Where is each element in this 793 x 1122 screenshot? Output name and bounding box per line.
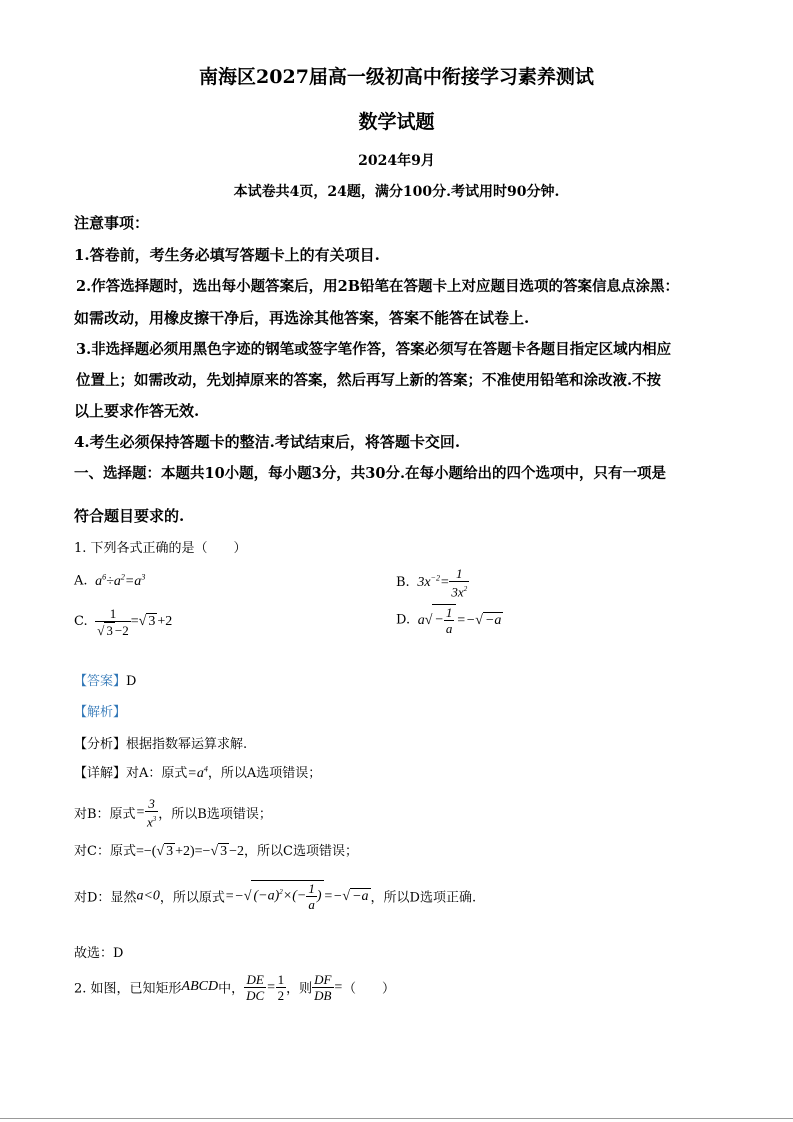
page-bottom-rule (0, 1118, 793, 1119)
q1-detail-c-formula: =−(√ 3 +2)=−√ 3 −2 (135, 844, 245, 859)
q1-detail-d-post: ，所以D选项正确. (370, 890, 477, 906)
q1-option-b (396, 566, 469, 599)
notes-heading: 注意事项： (74, 214, 150, 232)
q1-detail-d-pre: 对D：显然 (74, 890, 137, 906)
note-item-3-line-1: 3.非选择题必须用黑色字迹的钢笔或签字笔作答，答案必须写在答题卡各题目指定区域内相应 (76, 341, 672, 358)
q1-detail-b (74, 796, 272, 829)
q1-detail-a-pre: 对A：原式 (126, 766, 188, 781)
note-item-2-line-1: 2.作答选择题时，选出每小题答案后，用2B铅笔在答题卡上对应题目选项的答案信息点涂黑： (76, 278, 679, 295)
q1-option-d (396, 604, 503, 636)
q1-detail-d-formula: =−√ $(-a)^2\times(-$ $\frac{1}{a}$ ) =−√ −a (224, 881, 369, 912)
q1-detail-a-formula: $=a^4$ (187, 764, 208, 781)
q1-detail-b-post: ，所以B选项错误； (158, 806, 272, 822)
q1-answer-tag: 【答案】 (74, 674, 127, 689)
q1-option-b-label: B. (396, 574, 410, 590)
q1-option-d-formula: a√ − $\frac{1}{a}$ =−√ −a (414, 605, 502, 636)
q1-detail-b-formula: = $\frac{3}{x^3}$ (135, 796, 157, 830)
q2-stem-pre: 2. 如图，已知矩形 (74, 981, 182, 997)
q1-fenxi-line (74, 733, 247, 752)
note-item-3-line-2: 位置上；如需改动，先划掉原来的答案，然后再写上新的答案；不准使用铅笔和涂改液.不按 (76, 372, 662, 389)
q1-detail-d-cond: a<0 (136, 888, 160, 904)
q2-ratio-asked: $\frac{DF}{DB}$ = (314, 972, 343, 1003)
q1-answer: D (126, 674, 137, 689)
q1-xiangjie-tag: 【详解】 (74, 766, 127, 781)
q1-stem: 1. 下列各式正确的是（ ） (74, 541, 247, 556)
q1-detail-d (74, 880, 476, 912)
q1-detail-b-pre: 对B：原式 (74, 806, 136, 822)
section-1-line-2: 符合题目要求的. (74, 507, 185, 525)
q2-ratio-given: $\frac{DE}{DC}$ = $\frac{1}{2}$ (246, 972, 285, 1003)
q2-stem-then: ，则 (286, 981, 313, 997)
q1-answer-line (74, 670, 136, 689)
note-item-3-line-3: 以上要求作答无效. (74, 402, 200, 420)
q1-detail-a-post: ，所以A选项错误； (207, 766, 322, 781)
q1-option-c-label: C. (74, 614, 88, 630)
note-item-1: 1.答卷前，考生务必填写答题卡上的有关项目. (74, 246, 380, 264)
page-title: 南海区2027届高一级初高中衔接学习素养测试 (199, 66, 594, 88)
exam-info: 本试卷共4页，24题，满分100分.考试用时90分钟. (233, 184, 560, 200)
q2-stem (74, 972, 395, 1003)
q1-option-c-formula: $\frac{1}{√ 3 -2}$ =√ 3 +2 (97, 606, 173, 638)
q1-fenxi-tag: 【分析】 (74, 737, 127, 752)
q1-option-a-label: A. (74, 573, 88, 589)
q1-fenxi: 根据指数幂运算求解. (126, 737, 248, 752)
exam-date: 2024年9月 (358, 153, 435, 169)
q1-detail-c-pre: 对C：原式 (74, 844, 136, 859)
q1-option-a-formula: $a^6\div a^2=a^3$ (91, 572, 146, 589)
q1-detail-d-mid: ，所以原式 (159, 890, 225, 906)
q1-detail-c-post: ，所以C选项错误； (244, 844, 358, 859)
q1-option-b-formula: $3x^{-2}=$ $\frac{1}{3x^2}$ (413, 566, 468, 600)
q2-stem-mid: 中， (218, 981, 245, 997)
q1-detail-c (74, 840, 358, 860)
q2-rect-name: ABCD (181, 979, 219, 995)
q1-conclusion: 故选：D (74, 946, 124, 961)
page-subtitle: 数学试题 (358, 111, 435, 133)
section-1-line-1: 一、选择题：本题共10小题，每小题3分，共30分.在每小题给出的四个选项中，只有一项是 (74, 465, 666, 482)
note-item-4: 4.考生必须保持答题卡的整洁.考试结束后，将答题卡交回. (74, 433, 461, 451)
q1-option-a (74, 572, 145, 590)
q1-analysis-tag: 【解析】 (74, 705, 127, 720)
note-item-2-line-2: 如需改动，用橡皮擦干净后，再选涂其他答案，答案不能答在试卷上. (74, 309, 530, 327)
q1-detail-a (74, 762, 321, 782)
q2-stem-post: （ ） (342, 981, 395, 997)
q1-option-d-label: D. (396, 612, 411, 628)
q1-option-c (74, 606, 172, 638)
